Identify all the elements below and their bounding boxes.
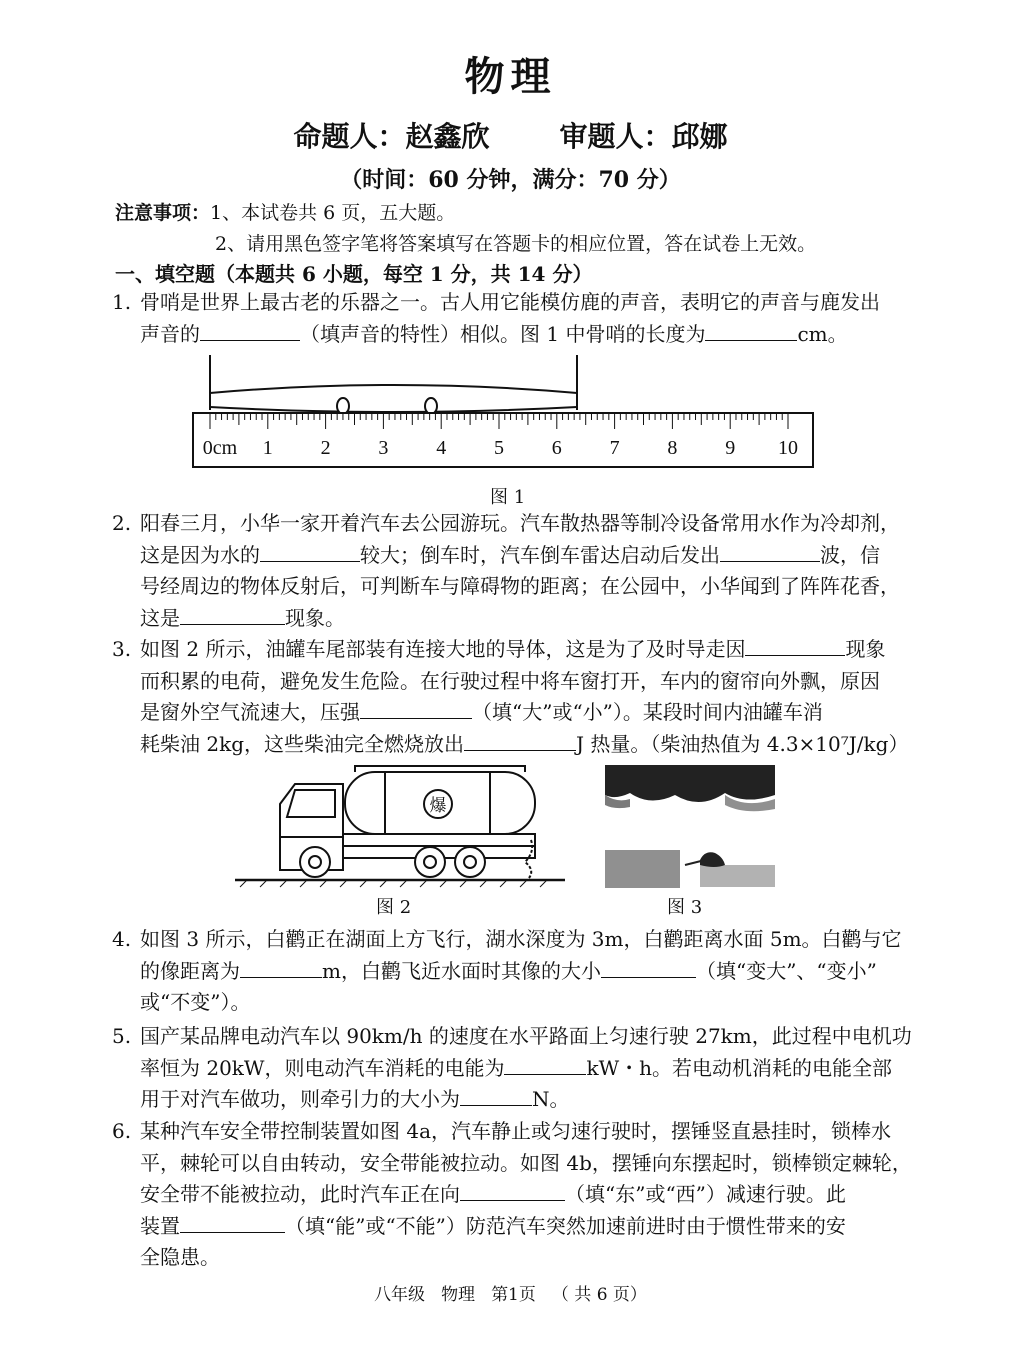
footer-page: 第1页 xyxy=(491,1285,536,1305)
question-text: 安全带不能被拉动，此时汽车正在向 xyxy=(140,1182,460,1206)
author: 命题人：赵鑫欣 xyxy=(293,120,490,153)
question-text: 平，棘轮可以自由转动，安全带能被拉动。如图 4b，摆锤向东摆起时，锁棒锁定棘轮， xyxy=(140,1150,912,1175)
question-3 xyxy=(112,634,912,760)
answer-blank[interactable] xyxy=(240,957,322,978)
answer-blank[interactable] xyxy=(460,1085,532,1106)
notes-label: 注意事项： xyxy=(115,202,211,224)
reviewer: 审题人：邱娜 xyxy=(559,120,728,153)
page-footer xyxy=(0,1280,1021,1305)
ruler-label: 3 xyxy=(378,437,389,459)
question-text: 耗柴油 2kg，这些柴油完全燃烧放出 xyxy=(140,731,465,756)
answer-blank[interactable] xyxy=(360,698,472,719)
answer-blank[interactable] xyxy=(200,320,300,341)
question-text: 是窗外空气流速大，压强 xyxy=(140,700,360,724)
answer-blank[interactable] xyxy=(745,635,845,656)
question-text: 较大；倒车时，汽车倒车雷达启动后发出 xyxy=(360,542,720,567)
notes-item-1: 1、本试卷共 6 页，五大题。 xyxy=(210,202,456,224)
footer-total: （ 共 6 页） xyxy=(551,1285,647,1305)
page-title: 物理 xyxy=(464,53,557,100)
question-text: cm。 xyxy=(797,321,848,346)
question-text: （填声音的特性）相似。图 1 中骨哨的长度为 xyxy=(300,321,706,346)
ruler-label: 1 xyxy=(262,437,273,459)
answer-blank[interactable] xyxy=(464,730,576,751)
answer-blank[interactable] xyxy=(504,1054,586,1075)
question-text: 用于对汽车做功，则牵引力的大小为 xyxy=(140,1087,460,1111)
question-text: 这是 xyxy=(140,605,180,630)
question-text: 或“不变”）。 xyxy=(140,990,251,1014)
question-text: 如图 3 所示，白鹳正在湖面上方飞行，湖水深度为 3m，白鹳距离水面 5m。白鹳与它 xyxy=(140,927,902,951)
ruler-label: 5 xyxy=(494,437,504,459)
question-text: 现象。 xyxy=(285,605,345,630)
question-text: 某种汽车安全带控制装置如图 4a，汽车静止或匀速行驶时，摆锤竖直悬挂时，锁棒水 xyxy=(140,1119,892,1143)
question-number: 1. xyxy=(112,290,132,314)
answer-blank[interactable] xyxy=(720,541,820,562)
answer-blank[interactable] xyxy=(705,320,797,341)
answer-blank[interactable] xyxy=(460,1180,565,1201)
answer-blank[interactable] xyxy=(260,541,360,562)
question-text: （填“东”或“西”）减速行驶。此 xyxy=(565,1182,846,1206)
question-number: 6. xyxy=(112,1119,132,1143)
question-text: 声音的 xyxy=(140,321,200,346)
section-title: 一、填空题（本题共 6 小题，每空 1 分，共 14 分） xyxy=(115,262,593,286)
question-text: （填“变大”、“变小” xyxy=(695,958,877,983)
question-6 xyxy=(112,1116,912,1274)
footer-grade: 八年级 xyxy=(374,1285,426,1305)
question-text: N。 xyxy=(532,1087,570,1111)
ruler-label: 8 xyxy=(667,437,678,459)
figure-1-ruler xyxy=(185,355,825,475)
question-text: 这是因为水的 xyxy=(140,542,260,567)
question-text: （填“大”或“小”）。某段时间内油罐车消 xyxy=(472,700,823,724)
ruler-label: 2 xyxy=(320,437,331,459)
question-text: 波，信 xyxy=(820,542,880,567)
question-text: 现象 xyxy=(845,637,886,661)
question-text: 如图 2 所示，油罐车尾部装有连接大地的导体，这是为了及时导走因 xyxy=(140,637,746,661)
question-text: 装置 xyxy=(140,1213,180,1238)
answer-blank[interactable] xyxy=(180,604,285,625)
question-number: 4. xyxy=(112,927,132,951)
question-text: m，白鹳飞近水面时其像的大小 xyxy=(322,958,601,983)
question-text: （填“能”或“不能”）防范汽车突然加速前进时由于惯性带来的安 xyxy=(285,1213,846,1238)
notes xyxy=(115,198,816,260)
question-text: 阳春三月，小华一家开着汽车去公园游玩。汽车散热器等制冷设备常用水作为冷却剂， xyxy=(140,511,900,535)
question-text: 全隐患。 xyxy=(140,1245,220,1269)
ruler-label: 0cm xyxy=(202,437,238,459)
figure-3-stork-photo xyxy=(605,765,775,890)
question-4 xyxy=(112,924,912,1019)
question-text: 号经周边的物体反射后，可判断车与障碍物的距离；在公园中，小华闻到了阵阵花香， xyxy=(140,574,900,598)
figure-1-caption: 图 1 xyxy=(490,487,526,508)
question-text: 的像距离为 xyxy=(140,958,240,983)
question-2 xyxy=(112,508,912,634)
question-text: 率恒为 20kW，则电动汽车消耗的电能为 xyxy=(140,1055,505,1080)
question-1 xyxy=(112,287,912,350)
ruler-label: 4 xyxy=(436,437,447,459)
question-number: 5. xyxy=(112,1024,132,1048)
question-text: J 热量。（柴油热值为 4.3×10⁷J/kg） xyxy=(576,731,909,756)
ruler-label: 9 xyxy=(725,437,736,459)
question-5 xyxy=(112,1021,912,1116)
notes-item-2: 2、请用黑色签字笔将答案填写在答题卡的相应位置，答在试卷上无效。 xyxy=(215,233,817,255)
ruler-label: 6 xyxy=(551,437,562,459)
figure-3-caption: 图 3 xyxy=(667,897,703,918)
figure-2-caption: 图 2 xyxy=(376,897,412,918)
footer-subject: 物理 xyxy=(441,1285,476,1305)
question-text: 而积累的电荷，避免发生危险。在行驶过程中将车窗打开，车内的窗帘向外飘，原因 xyxy=(140,668,880,693)
time-info: （时间：60 分钟，满分：70 分） xyxy=(340,167,681,193)
ruler-label: 10 xyxy=(778,437,798,459)
ruler-label: 7 xyxy=(609,437,620,459)
author-line xyxy=(0,115,1021,155)
answer-blank[interactable] xyxy=(601,957,696,978)
question-number: 2. xyxy=(112,511,132,535)
question-text: 国产某品牌电动汽车以 90km/h 的速度在水平路面上匀速行驶 27km，此过程中电机功 xyxy=(140,1024,912,1048)
question-text: kW・h。若电动机消耗的电能全部 xyxy=(586,1055,893,1080)
question-text: 骨哨是世界上最古老的乐器之一。古人用它能模仿鹿的声音，表明它的声音与鹿发出 xyxy=(140,290,880,314)
figure-2-tanker-truck xyxy=(235,762,565,890)
tank-label: 爆 xyxy=(429,796,447,815)
answer-blank[interactable] xyxy=(180,1212,285,1233)
bone-whistle xyxy=(210,355,577,414)
question-number: 3. xyxy=(112,637,132,661)
